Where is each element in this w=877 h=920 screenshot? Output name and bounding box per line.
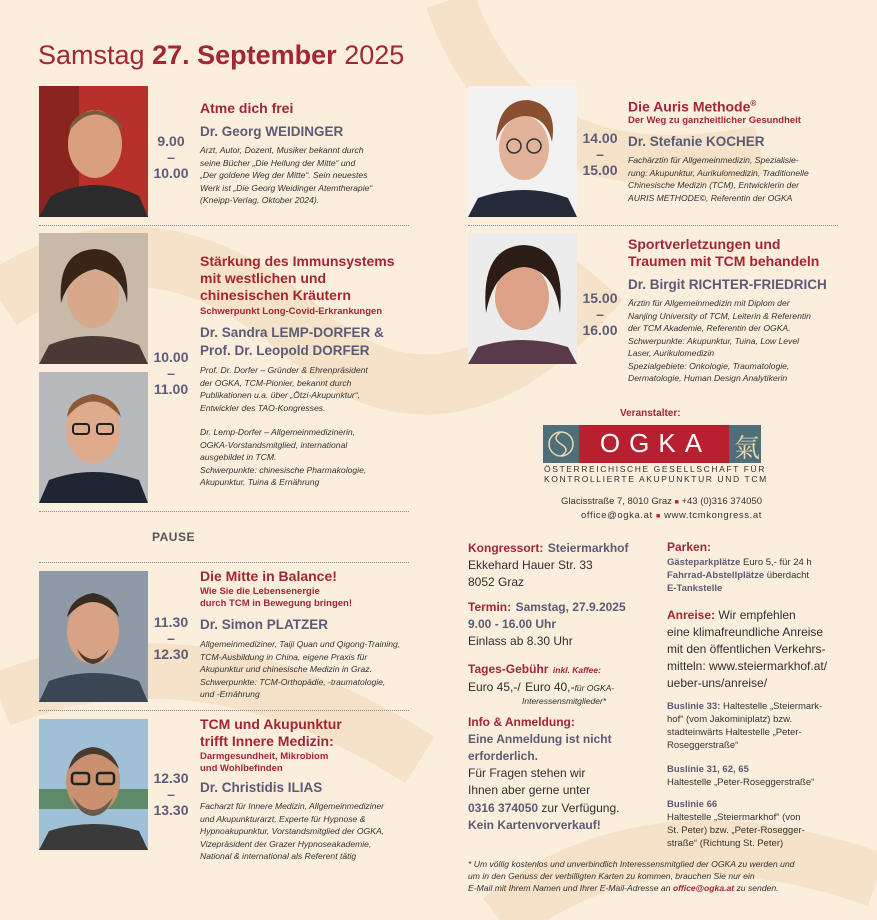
divider — [468, 225, 838, 226]
time-slot-3 — [151, 614, 191, 662]
time-end: 11.00 — [153, 381, 189, 397]
portrait-icon — [39, 86, 148, 217]
talk-speaker-2b: Prof. Dr. Leopold DORFER — [200, 343, 370, 358]
speaker-photo-platzer — [39, 571, 148, 702]
talk-title-3: Die Mitte in Balance! — [200, 568, 337, 584]
divider — [39, 225, 409, 226]
divider — [39, 562, 409, 563]
talk-speaker-1: Dr. Georg WEIDINGER — [200, 124, 344, 139]
web-link[interactable]: www.tcmkongress.at — [664, 510, 762, 521]
time-start: 15.00 — [582, 290, 618, 306]
talk-desc-4: Facharzt für Innere Medizin, Allgemeinmediziner und Akupunkturarzt, Experte für Hypnose & Hypnoakupunktur, Vorstandsmitglied der OGKA, Vizepräsident der Grazer Hypnoseakademie, National & international als Referent tätig — [200, 801, 385, 861]
organizer-label: Veranstalter: — [620, 408, 681, 419]
talk-desc-2a: Prof. Dr. Dorfer – Gründer & Ehrenpräsident der OGKA, TCM-Pionier, bekannt durch Publikationen u.a. über „Ötzi-Akupunktur“, Entwickler des TAO-Kongresses. — [200, 365, 368, 413]
talk-speaker-3: Dr. Simon PLATZER — [200, 617, 329, 632]
title-year: 2025 — [344, 40, 405, 70]
termin-block: Termin: Samstag, 27.9.2025 9.00 - 16.00 Uhr Einlass ab 8.30 Uhr — [468, 600, 626, 648]
time-dash: – — [167, 786, 175, 802]
registration-block: Info & Anmeldung: Eine Anmeldung ist nicht erforderlich. Für Fragen stehen wir Ihnen aber gerne unter 0316 374050 zur Verfügung. Kein Kartenvorverkauf! — [468, 715, 620, 832]
email-link[interactable]: office@ogka.at — [581, 510, 653, 521]
talk-title-5: Die Auris Methode® — [628, 98, 757, 115]
portrait-icon — [468, 86, 577, 217]
time-dash: – — [596, 146, 604, 162]
talk-desc-3: Allgemeinmediziner, Taiji Quan und Qigong-Training, TCM-Ausbildung in China, eigene Praxis für Akupunktur und chinesische Medizin in Graz. Schwerpunkte: TCM-Orthopädie, -traumatologie, und -Ernährung — [200, 639, 401, 699]
time-start: 10.00 — [153, 349, 189, 365]
divider — [39, 511, 409, 512]
footnote: * Um völlig kostenlos und unverbindlich Interessensmitglied der OGKA zu werden und um in den Genuss der verbilligten Karten zu kommen, brauchen Sie nur ein E-Mail mit Ihrem Namen und Ihrer E-Mail-Adresse an office@ogka.at zu senden. — [468, 859, 795, 893]
pause-label: PAUSE — [152, 530, 195, 544]
time-slot-6 — [580, 290, 620, 338]
fee-block: Tages-Gebühr inkl. Kaffee: Euro 45,-/ Euro 40,-für OGKA- Interessensmitglieder* — [468, 662, 615, 706]
speaker-photo-weidinger — [39, 86, 148, 217]
divider — [39, 710, 409, 711]
speaker-photo-kocher — [468, 86, 577, 217]
qi-character: 氣 — [733, 434, 760, 464]
time-start: 12.30 — [153, 770, 189, 786]
bus-31-block: Buslinie 31, 62, 65 Haltestelle „Peter-Roseggerstraße“ — [667, 764, 815, 788]
time-start: 9.00 — [157, 133, 185, 149]
ogka-logo-text: OGKA — [599, 428, 712, 458]
time-start: 14.00 — [582, 130, 618, 146]
talk-desc-6: Ärztin für Allgemeinmedizin mit Diplom der Nanjing University of TCM, Leiterin & Referentin der TCM Akademie, Referentin der OGKA. Schwerpunkte: Akupunktur, Tuina, Low Level Laser, Aurikulomedizin Spezialgebiete: Onkologie, Traumatologie, Dermatologie, Human Design Analytikerin — [628, 298, 811, 383]
time-end: 16.00 — [582, 322, 618, 338]
portrait-icon — [39, 233, 148, 364]
talk-subtitle-2: Schwerpunkt Long-Covid-Erkrankungen — [200, 306, 383, 317]
time-slot-1 — [151, 133, 191, 181]
page-title — [38, 40, 404, 71]
talk-subtitle-5: Der Weg zu ganzheitlicher Gesundheit — [628, 115, 801, 126]
time-dash: – — [167, 630, 175, 646]
time-end: 13.30 — [153, 802, 189, 818]
time-start: 11.30 — [153, 614, 189, 630]
talk-desc-5: Fachärztin für Allgemeinmedizin, Spezialisie- rung: Akupunktur, Aurikulomedizin, Traditionelle Chinesische Medizin (TCM), Entwicklerin der AURIS METHODE©, Referentin der OGKA — [628, 155, 809, 203]
time-dash: – — [596, 306, 604, 322]
talk-speaker-2a: Dr. Sandra LEMP-DORFER & — [200, 325, 384, 340]
speaker-photo-richter-friedrich — [468, 233, 577, 364]
footnote-email-link[interactable]: office@ogka.at — [672, 883, 735, 893]
title-day: Samstag — [38, 40, 145, 70]
organizer-web-line: office@ogka.at ■ www.tcmkongress.at — [581, 510, 762, 521]
talk-desc-2b: Dr. Lemp-Dorfer – Allgemeinmedizinerin, OGKA-Vorstandsmitglied, international ausgebildet in TCM. Schwerpunkte: chinesische Pharmakologie, Akupunktur, Tuina & Ernährung — [200, 427, 367, 487]
time-slot-5 — [580, 130, 620, 178]
speaker-photo-ilias — [39, 719, 148, 850]
speaker-photo-dorfer — [39, 372, 148, 503]
portrait-icon — [468, 233, 577, 364]
talk-title-6: Sportverletzungen und Traumen mit TCM behandeln — [628, 236, 820, 269]
talk-desc-1: Arzt, Autor, Dozent, Musiker bekannt durch seine Bücher „Die Heilung der Mitte“ und „Der goldene Weg der Mitte“. Sein neuestes Werk ist „Die Georg Weidinger Atemtherapie“ (Kneipp-Verlag, Oktober 2024). — [200, 145, 373, 205]
title-date: 27. September — [152, 40, 337, 70]
parking-block: Parken: Gästeparkplätze Euro 5,- für 24 h Fahrrad-Abstellplätze überdacht E-Tankstelle — [667, 540, 812, 594]
talk-speaker-4: Dr. Christidis ILIAS — [200, 780, 323, 795]
organizer-address-line: Glacisstraße 7, 8010 Graz ■ +43 (0)316 374050 — [561, 496, 762, 507]
organizer-subline-1: ÖSTERREICHISCHE GESELLSCHAFT FÜR — [544, 464, 767, 474]
portrait-icon — [39, 571, 148, 702]
talk-speaker-6: Dr. Birgit RICHTER-FRIEDRICH — [628, 277, 827, 292]
organizer-subline-2: KONTROLLIERTE AKUPUNKTUR UND TCM — [544, 474, 768, 484]
ogka-logo — [543, 425, 761, 463]
talk-subtitle-3: Wie Sie die Lebensenergie durch TCM in Bewegung bringen! — [200, 586, 352, 609]
speaker-photo-lemp-dorfer — [39, 233, 148, 364]
time-slot-2 — [151, 349, 191, 397]
time-end: 15.00 — [582, 162, 618, 178]
talk-title-4: TCM und Akupunktur trifft Innere Medizin: — [200, 716, 342, 749]
time-end: 12.30 — [153, 646, 189, 662]
bus-66-block: Buslinie 66 Haltestelle „Steiermarkhof“ (von St. Peter) bzw. „Peter-Rosegger- straße“ (Richtung St. Peter) — [667, 799, 805, 849]
time-slot-4 — [151, 770, 191, 818]
travel-block: Anreise: Wir empfehlen eine klimafreundliche Anreise mit den öffentlichen Verkehrs- mitteln: www.steiermarkhof.at/ ueber-uns/anreise/ — [667, 608, 828, 690]
portrait-icon — [39, 719, 148, 850]
yin-yang-icon — [547, 429, 575, 459]
talk-title-2: Stärkung des Immunsystems mit westlichen und chinesischen Kräutern — [200, 253, 395, 303]
portrait-icon — [39, 372, 148, 503]
bus-33-block: Buslinie 33: Haltestelle „Steiermark- hof“ (vom Jakominiplatz) bzw. stadteinwärts Haltestelle „Peter- Roseggerstraße“ — [667, 701, 823, 751]
time-end: 10.00 — [153, 165, 189, 181]
time-dash: – — [167, 365, 175, 381]
talk-speaker-5: Dr. Stefanie KOCHER — [628, 134, 765, 149]
talk-title-1: Atme dich frei — [200, 100, 294, 116]
time-dash: – — [167, 149, 175, 165]
talk-subtitle-4: Darmgesundheit, Mikrobiom und Wohlbefinden — [200, 751, 329, 774]
venue-block: Kongressort: Steiermarkhof Ekkehard Hauer Str. 33 8052 Graz — [468, 541, 629, 589]
